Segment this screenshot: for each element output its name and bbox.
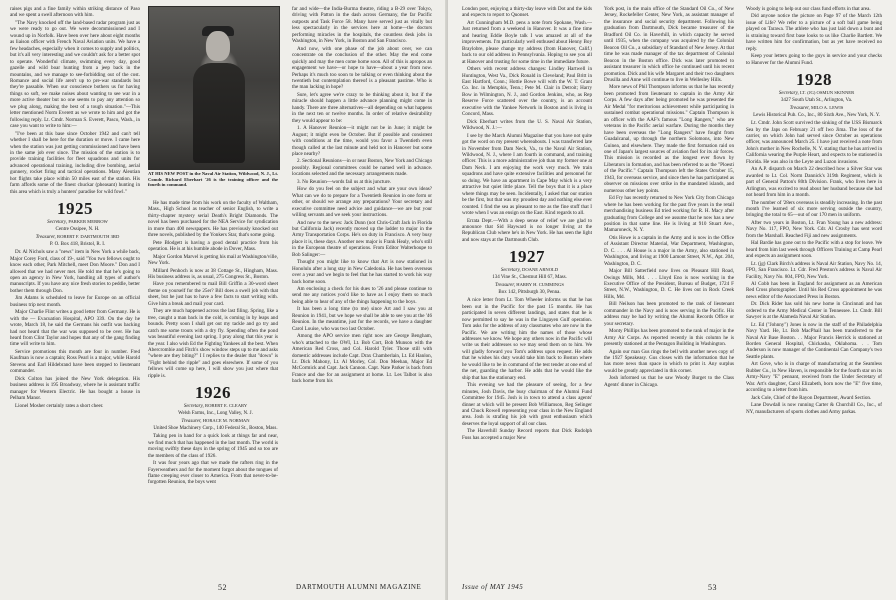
- paragraph: Millard Penhoch is now at 38 Cottage St., Hingham, Mass. His business address is, as usual, 275 Congress St., Boston.: [148, 267, 278, 280]
- paragraph: Lionel Mosher certainly rates a short cheer.: [15, 402, 104, 409]
- secretary-line: [10, 219, 140, 226]
- paragraph: Again our man Gus rings the bell with another news copy of the 1927 Speakeasy. Gus closes with the information that he has more news than space in which to print it. Any surplus would be greatly appreciated in this corner.: [604, 348, 734, 374]
- treasurer-address: Lewis Historical Pub. Co., Inc., 80 Sixth Ave., New York, N. Y.: [753, 113, 880, 119]
- paragraph: Lt. Cmdr. John Scott survived the sinking of the USS Bismarck Sea by the Japs on February 21 off Iwo Jima. The loss of the carrier, on which John had served since October as operations officer, was announced March 25. I have just received a note from John's mother in New Rochelle, N. Y. stating that he has arrived in California wearing the Purple Heart, and expects to be stationed in Florida. He was also in the Leyte and Luzon invasions.: [746, 120, 882, 165]
- secretary-name: DOANE ARNOLD: [522, 267, 559, 273]
- photo-figure-head: [206, 31, 230, 61]
- paragraph: Jack Cole, Chief of the Rayon Department, Award Section.: [751, 394, 872, 401]
- paragraph: Others with recent address changes: Lindley Hartwell in Huntington, West Va., Dick Ronald in Cleveland; Paul Britt in East Hartford, Conn.; Hottie Bowe will with the W. T. Grant Co. Inc. in Memphis, Tenn.; Pete M. Clair in Detroit; Harry Bow in Wilmington, N. J., and Gordon Jenkins, who, as Rep Reserve Force scattered over the country, is an account executive with the Yankee Network in Boston and is living in Concord, Mass.: [462, 66, 592, 118]
- paragraph: 2. Sectional Reunions—in or near Boston, New York and Chicago possibly. Regional committees could be named well in advance. locations selected and the necessary arrangements made.: [292, 158, 432, 178]
- paragraph: Woody is going to help out our class fund efforts in that area.: [746, 6, 871, 12]
- treasurer-label: Treasurer,: [181, 419, 202, 425]
- treasurer-line: [746, 105, 882, 112]
- paragraph: Pete Blodgett is having a good dental practice from his operation. He is at his humble abode in Dover, Mass.: [148, 239, 278, 253]
- paragraph: Otis Howe is a captain in the Army and is now in the Office of Assistant Director Material, War Department, Washington, D. C. . . . Al House is a major in the Army, also stationed in Washington, and living at 1900 Lamont Street, N.W., Apt. 204, Washington, D. C.: [604, 234, 734, 267]
- paragraph: An A.P. dispatch on March 22 described how a Silver Star was awarded to Lt. Col. Norm Dannick's 319th Regiment, which is part of General Patton's 80th Division. Frank, who lives here in Arlington, was excited to read about her husband because she had not heard from him in a month.: [746, 166, 882, 199]
- secretary-name: ROBERT E. CLEARY: [205, 403, 248, 409]
- paragraph: Major Charlie Flint writes a good letter from Germany. He is with the — Evacuation Hospital, APO 339. On the day he wrote, March 18, he said the Germans his outfit was backing had not heard that the war was supposed to be over. He has heard from Clint Taylor and hopes that any of the gang finding time will write to him.: [10, 309, 140, 348]
- treasurer-address: P. O. Box 418, Bristol, R. I.: [49, 242, 106, 248]
- secretary-name: LT. (JG) OSMUN SKINNER: [800, 90, 855, 96]
- class-1928-heading: 1928: [796, 70, 832, 90]
- paragraph: He has made time from his work on the faculty of Waltham, Mass., High School as teacher of senior English, to write a thirty-chapter mystery serial Death's Bright Diamonds. The novel has been purchased for the NEA Service for syndication in more than 400 newspapers. He has previously knocked out three novels, published by the Yonkers Star, that's some going.: [148, 200, 278, 239]
- treasurer-address: Box 142, Pittsburgh 30, Penna.: [498, 290, 561, 296]
- paragraph: Bill Neilson has been promoted to the rank of lieutenant commander in the Navy and is now serving in the Pacific. His address may be had by writing the Alumni Records Office or your secretary.: [604, 301, 734, 327]
- paragraph: Monty Phillips has been promoted to the rank of major in the Army Air Corps. As reported recently in this column he is presently stationed at the Pentagon Building in Washington.: [604, 328, 734, 348]
- right-column-1: [462, 6, 592, 580]
- paragraph: York post, in the main office of the Standard Oil Co., of New Jersey, Rockefeller Center, New York, as assistant manager of the insurance and social security department. Following his graduation from Dartmouth, Dick became treasurer of the Bradford Oil Co. in Haverhill, in which capacity he served until 1935, when the company was acquired by the Colonial Beacon Oil Co., a subsidiary of Standard of New Jersey. At that time he was made manager of the tax department of Colonial Beacon in the Boston office. Dick was later promoted to assistant treasurer in which office he continued until his recent promotion. Dick and his wife Margaret and their two daughters Drusilla and Anne will continue to live in Wellesley Hills.: [604, 6, 734, 83]
- paragraph: Art Cunningham M.D. pens a note from Spokane, Wash.—Just returned from a weekend in Hanover. It was a fine time and hearing Eddie Boyle talk I was amazed at all of the improvements. I'm particularly well enthused about Henny Boy Braylobre, please change my address (from Hanover, Calif.) back to our old address in Pennsylvania. Hoping to see you all at Hanover and trusting for some time in the immediate future.: [462, 19, 592, 65]
- secretary-line: [746, 90, 882, 97]
- paragraph: 1. A Hanover Reunion—it might not be in June; it might be August; it might even be October. But if possible and consistent with conditions at the time, would you favor a Twentieth even though called at the last minute and held not in Hanover but some place nearby?: [292, 125, 432, 157]
- page-number-left: 52: [218, 583, 227, 592]
- paragraph: Service promotions this month are four in number. Fred Kaufman is now a captain; Ross Pearl is a major, while Harold Stevens and Earl Hildebrand have been stepped to lieutenant commander.: [10, 348, 140, 375]
- paragraph: raises pigs and a fine family within striking distance of Paso and we spent a swell afternoon with him.: [10, 6, 140, 19]
- treasurer-label: Treasurer,: [789, 106, 810, 112]
- paragraph: I see by the March Alumni Magazine that you have not quite got the word on my present whereabouts. I was transferred late in November from Dam Neck, Va., to the Naval Air Station, Wildwood, N. J., where I am fourth in command, and training officer. This is a more administrative job than my former one at Dam Neck. I am enjoying the work very much. We train squadrons and have quite extensive facilities and personnel for so doing. We have an apartment in Cape May which is a very attractive but quiet little place. Tell the boys that it is a place where things may be seen. Incidentally, I asked that our station be the first, but that was my proudest day and nothing else ever counted. I find the sea as pleasant to me as the fine stuff that I wrote when I was an ensign on the East. Kind regards to all.: [462, 132, 592, 217]
- secretary-label: Secretary,: [183, 404, 204, 410]
- paragraph: Sure, let's agree we're crazy to be thinking about it, but if the miracle should happen a little advance planning might come in handy. There are three alternatives—all depending on what happens in the next ten or twelve months. In order of relative desirability they would appear to be:: [292, 91, 432, 124]
- paragraph: Lt. Ed ("Johnny") Jones is now in the staff of the Philadelphia Navy Yard. He, Lt. Bob MacPhail has been transferred to the Naval Air Base Boston. . . Major Francis Herrick is stationed at Borden General Hospital, Chickasha, Oklahoma. . . Tom Anderson is now manager of the Continental Can Company's two Seattle plants.: [746, 321, 882, 360]
- paragraph: Art Gove, who is in charge of manufacturing at the Seamless Rubber Co., in New Haven, is responsible for the fourth star on its Army-Navy "E" pennant, received from the Under Secretary of War. Art's daughter, Carol Elizabeth, born now the "E" five time, according to a letter from him.: [746, 361, 882, 394]
- treasurer-address: United Shoe Machinery Corp., 140 Federal St., Boston, Mass.: [153, 426, 278, 432]
- paragraph: 3. No Reunion—words fail us at this juncture.: [297, 178, 392, 185]
- paragraph: After two years in Boston, Lt. Fran Young has a new address: Navy No. 117, FPO, New York. Cdr. Al Crosby has sent word from the Marshall. Reached Fiji and new assignments.: [746, 219, 882, 239]
- paragraph: They are much happened across the last filing. Spring, like a tree, caught a man back in the cold, is coming in by leaps and bounds. Pretty soon I shall get out my tackle and go try and catch me some trouts with a dry fly. Spending often the pond was beautiful evening last spring. I pray along that this year is the year. I also wish Ed the Fighting Yankees all the best. When Abercrombie and Fitch's show window steps up to me and asks "where are they biting?" I I replies to the dealer that "down" is "Fight behind the ripple" and goes elsewhere. If some of you fellows will come up here, I will show you just where that ripple is.: [148, 308, 278, 379]
- paragraph: It was four years ago that we made the rafters ring in the Fayerweathers and for the moment forgot about the tongues of flame creeping ever closer to America. From that never-to-be-forgotten Reunion, the boys went: [148, 460, 278, 486]
- class-1927-heading: 1927: [509, 247, 545, 267]
- paragraph: The Haverhill Sunday Record reports that Dick Rudolph Fuss has accepted a major New: [462, 428, 592, 441]
- paragraph: "The Navy knocked off the land-based radar program just as we were ready to go out. We were decommissioned and I wound up in Norfolk. Have been over here about eight months as liaison officer with French Naval Aviation units. We have a few headaches, especially when it comes to supply and politics, but it's all very interesting and we couldn't ask for a better spot to operate. Wonderful climate, swimming every day, good gazelle and wild boar hunting from a jeep back in the mountains, and we manage to see-forbidding out of the cost. Romance and social life aren't up to pre-war standards but they're passable. When our conscience bothers us for having things so soft, we make noises about wanting to see war in a more active theater but no one seems to pay any attention so we plug along, making the best of a tough situation."—This letter mentioned Norm Everett as we wrote to him and got the following reply. Lt. Cmdr. Norman S. Everett, Pasco, Wash., in case you want to write to him:—: [10, 19, 140, 130]
- treasurer-name: ROBERT F. DARTMOUTH 3RD: [57, 234, 120, 240]
- eberhart-photo: [148, 6, 280, 170]
- treasurer-name: HARRY H. CUMMINGS: [516, 282, 564, 288]
- right-column-3: [746, 6, 882, 580]
- paragraph: Al Cobb has been in England for assignment as an American Red Cross photographer. Until his Red Cross appointment he was news editor of the Associated Press in Boston.: [746, 280, 882, 300]
- treasurer-label: Treasurer,: [35, 235, 56, 241]
- right-page: [448, 0, 896, 600]
- paragraph: Jim Adams is scheduled to leave for Europe on an official business trip next month.: [10, 295, 140, 308]
- page-number-right: 53: [708, 583, 717, 592]
- treasurer-line: [10, 234, 140, 241]
- paragraph: Dr. Al Nichols saw a "news" item in New York a while back, Major Corey Ford, class of 19-, said "You two fellows ought to know each other, Park Mitchell, meet Don Moore." Don and I allowed that we had never met. He told me that he's going to open an agency in New York, handling all types of author's manuscripts. If you have any nice fresh stories to peddle, better bother them through Don.: [10, 249, 140, 294]
- paragraph: Lane Dowdall is now running Carter & Churchill Co., Inc., of NY, manufacturers of sports clothes and Army parkas.: [746, 402, 882, 415]
- paragraph: Errata Dept.—With a deep sense of relief we are glad to announce that Sid Hayward is no longer living at the Republican Club where he's in New York. He has seen the light and now stays at the Dartmouth Club.: [462, 217, 592, 243]
- left-column-1: [10, 6, 140, 580]
- paragraph: Ed Fry has recently returned to New York City from Chicago where he has been working for the past five years in the retail merchandising business Ed tried working for R. H. Macy after graduating from College and we assume that he now has a new position in that same line. He is living at 910 Stuart Ave., Mamaroneck, N. Y.: [604, 195, 734, 234]
- paragraph: Hal Bardie has gone out to the Pacific with a stop for leave. We heard from him last week through Officers Training at Camp Pearl and expects an assignment soon.: [746, 240, 882, 260]
- running-foot: DARTMOUTH ALUMNI MAGAZINE: [296, 583, 422, 591]
- paragraph: Dick Eberhart writes from the U. S. Naval Air Station, Wildwood, N. J.:—: [462, 118, 592, 132]
- issue-line: Issue of MAY 1945: [462, 583, 524, 591]
- paragraph: Josh informed us that he saw Woody Burget to the Class Agents' dinner in Chicago.: [604, 375, 734, 388]
- left-column-2: [148, 200, 278, 580]
- paragraph: Among the APO service men right now are George Bengham, who's attached to the OWI, Lt. Bob Cort, Bob Munson with the American Red Cross, and Col. Harold Tyler. Those still with domestic addresses include Capt. Drax Chamberlain, Lt. Ed Hanlon, Lt. Dick Mahony, Lt. Al Morley, Col. Don Meehan, Major Ed McCormick and Capt. Jack Cannon. Capt. Nate Parker is back from France and due for an assignment at home. Lt. Les Talbot is also back home from his: [292, 333, 432, 385]
- secretary-address: 3427 South Utah St., Arlington, Va.: [780, 98, 853, 104]
- photo-caption: AT HIS NEW POST in the Naval Air Station, Wildwood, N. J., Lt. Comdr. Richard Eberhart '26 is the training officer and the fourth in command.: [148, 171, 278, 188]
- secretary-address: 134 Vine St., Chestnut Hill 67, Mass.: [492, 275, 567, 281]
- paragraph: Have you remembered to mail Bill Griffin a 30-word sheet theme on yourself for the 25er? Bill does a swell job with that sheet, but he just has to have a few facts to start writing with. Give him a break and mail your card.: [148, 281, 278, 307]
- paragraph: This evening we had the pleasure of seeing, for a few minutes, Josh Davis, the busy chairman of the Alumni Fund Committee for 1945. Josh is in town to attend a class agents' dinner at which will be present Bob Williamson, Reg Selinger and Chuck Rowell representing your class in the New England area. Josh is strafing his job with great enthusiasm which deserves the loyal support of all our class.: [462, 382, 592, 427]
- paragraph: Dick Colton has joined the New York delegation. His business address is 195 Broadway, where he is assistant traffic manager for Western Electric. He has bought a house in Pelham Manor.: [10, 375, 140, 402]
- secretary-address: Welsh Farms, Inc., Long Valley, N. J.: [178, 411, 253, 417]
- right-column-2: [604, 6, 734, 580]
- secretary-address: Centre Ossipee, N. H.: [55, 227, 100, 233]
- paragraph: far and wide—the India-Burma theatre, riding a B-29 over Tokyo, driving with Patton in the dash across Germany, the far Pacific outposts and Task Force 58. Many have served just as vitally but less spectacularly in the services here at home—the doctors performing miracles in the hospitals, the countless desk jobs in Washington, in New York, in Boston and San Francisco.: [292, 6, 432, 45]
- paragraph: Major Gordon Marvel is getting his mail at Washington/ville, New York.: [148, 253, 278, 267]
- treasurer-label: Treasurer,: [494, 283, 516, 289]
- paragraph: London post, enjoying a thirty-day leave with Dot and the kids and expects to report to Quonset.: [462, 6, 592, 19]
- secretary-label: Secretary,: [778, 91, 799, 97]
- paragraph: Keep your letters going to the guys in service and your checks to Hanover for the Alumni Fund.: [746, 53, 882, 66]
- treasurer-line: [148, 418, 278, 425]
- left-column-3: [292, 6, 432, 580]
- treasurer-name: HORACE M. NORMAN: [202, 418, 250, 424]
- paragraph: And now, with one phase of the job about over, we can concentrate on the conclusion of the other. May the end come quickly and may the men come home soon. All of this is apropos an engagement we have—or hope to have—about a year from now. Perhaps it's much too soon to be talking or even thinking about the twentieth but contemplation thereof is a pleasant pastime. Who is the man lacking in hope?: [292, 45, 432, 91]
- paragraph: Am enclosing a check for his dues to '26 and please continue to send me any notices you'd like to have as I enjoy them so much being able to hear of any of the things happening to the boys.: [292, 286, 432, 305]
- paragraph: Lt. (jg) Clark Birch's address is Naval Air Station, Navy No. 14, FPO, San Francisco. Lt. Cdr. Fred Preston's address is Naval Air Facility, Navy No. 804, FPO, New York.: [746, 260, 882, 280]
- paragraph: How do you feel on the subject and what are your own ideas? What can we do to prepare for a Twentieth Reunion in one form or other, or should we arrange any preparations? Your secretary and executive committee need advice and guidance—we are but your willing servants and we seek your instructions.: [292, 186, 432, 219]
- paragraph: "I've been at this base since October 1942 and can't tell whether I shall be here for the duration or move. I came here when the station was just getting commissioned and have been in the same job ever since. The mission of the station is to provide training facilities for fleet squadrons and units for advanced operational training, including dive bombing, aerial gunnery, rocket firing and tactical operations. Many Aleutian hot flights take place within 50 miles east of the station. His farm affords some of the finest chuckar (pheasant) hunting in this area which is truly a hunters' paradise for wild fowl.": [10, 130, 140, 195]
- paragraph: The number of '28ers overseas is steadily increasing. In the past month I've learned of six more serving outside the country, bringing the total to 65—out of our 170 men in uniform.: [746, 199, 882, 219]
- paragraph: More news of Phil Thompson informs us that he has recently been promoted from lieutenant to captain in the Army Air Corps. A few days after being promoted he was presented the Air Medal "for meritorious achievement while participating in sustained combat operational missions." Captain Thompson is an officer with the AAF's famous "Long Rangers," who are veterans in the Pacific aerial warfare. During the months they have been overseas the "Long Rangers" have fought from Guadalcanal, up through the northern Solomons, into New Guinea, and elsewhere. They made the first formation raid on one of Japan's largest sources of aviation fuel for its air forces. This mission is recorded as the longest ever flown by Liberators in formation, and has been referred to as the "Ploesti of the Pacific." Captain Thompson left the States October 15, 1943, for overseas service, and since then he has participated as observer on missions over strike in the mandated islands, and numerous other key points.: [604, 84, 734, 194]
- paragraph: Dr. Dick Rider has sold his new home in Cincinnati and has ordered to the Army Medical Center in Tennessee. Lt. Cmdr. Bill Sawyer is at the Alameda Naval Air Station.: [746, 301, 882, 321]
- secretary-label: Secretary,: [500, 268, 521, 274]
- photo-figure-body: [193, 63, 245, 163]
- class-1926-heading: 1926: [195, 383, 231, 403]
- treasurer-line: [462, 282, 592, 289]
- treasurer-name: MILO A. LEWIS: [811, 105, 844, 111]
- secretary-line: [462, 267, 592, 274]
- secretary-line: [148, 403, 278, 410]
- paragraph: Thought you might like to know that Art is now stationed in Honolulu after a long stay in New Caledonia. He has been overseas over a year and we begin to feel that he has started to work his way back home soon.: [292, 259, 432, 285]
- secretary-name: PARKER MERROW: [68, 219, 108, 225]
- paragraph: Did anyone notice the picture on Page 97 of the March 12th issue of Life? We refer to a picture of a soft ball game being played on Tarawa. The athlete who has just laid down a bunt and is straining toward first base looks to us like Charlie Bartlett. We have written him for confirmation, but as yet have received no reply.: [746, 13, 882, 52]
- paragraph: Taking pen in hand for a quick look at things far and near, we find much that has happened in the last month. The world is moving swiftly these days in the spring of 1945 and so too are the members of the class of 1926.: [148, 433, 278, 459]
- paragraph: A nice letter from Lt. Tom Wheeler informs us that he has been out in the Pacific for the past 15 months. He has participated in seven different landings, and states that he is now permitted to say he was in the Lingayen Gulf operation. Tom asks for the address of any classmates who are now in the Pacific. We are writing him the names of those whose addresses we know. We hope any others now in the Pacific will write us their addresses so we may send them on to him. We will gladly forward you Tom's address upon request. He adds that he wishes his duty would take him back to Boston where he would like to be in command of the test tender at one end of the net, guarding the harbor. He adds that he would like the ship that has the stationary end.: [462, 297, 592, 381]
- paragraph: It has been a long time (to me) since Art and I saw you at Reunion in 1941, but we hope we shall be able to see you at the '46 Reunion. In the meantime, just for the records, we have a daughter Carol Louise, who was two last October.: [292, 306, 432, 332]
- class-1925-heading: 1925: [57, 199, 93, 219]
- paragraph: And now to the news: Jack Dunn (not Chris-Craft Jack in Florida but California Jack) recently moved up the ladder to major in the Army Transportation Corps. He's on duty in Francisco. A very busy place it is, these days. Another new major is Frank Healy, who's still in the European theatre of operations. From Editor Walterhoupe to Bob Salinger:—: [292, 219, 432, 258]
- secretary-label: Secretary,: [47, 220, 68, 226]
- paragraph: Major Bill Satterfield now lives on Pleasant Hill Road, Owings Mills, Md. . . . Lloyd Eno is now working in the Executive Office of the President, Bureau of Budget, 1724 F Street, N.W., Washington, D. C. He lives out in Rock Creek Hills, Md.: [604, 268, 734, 300]
